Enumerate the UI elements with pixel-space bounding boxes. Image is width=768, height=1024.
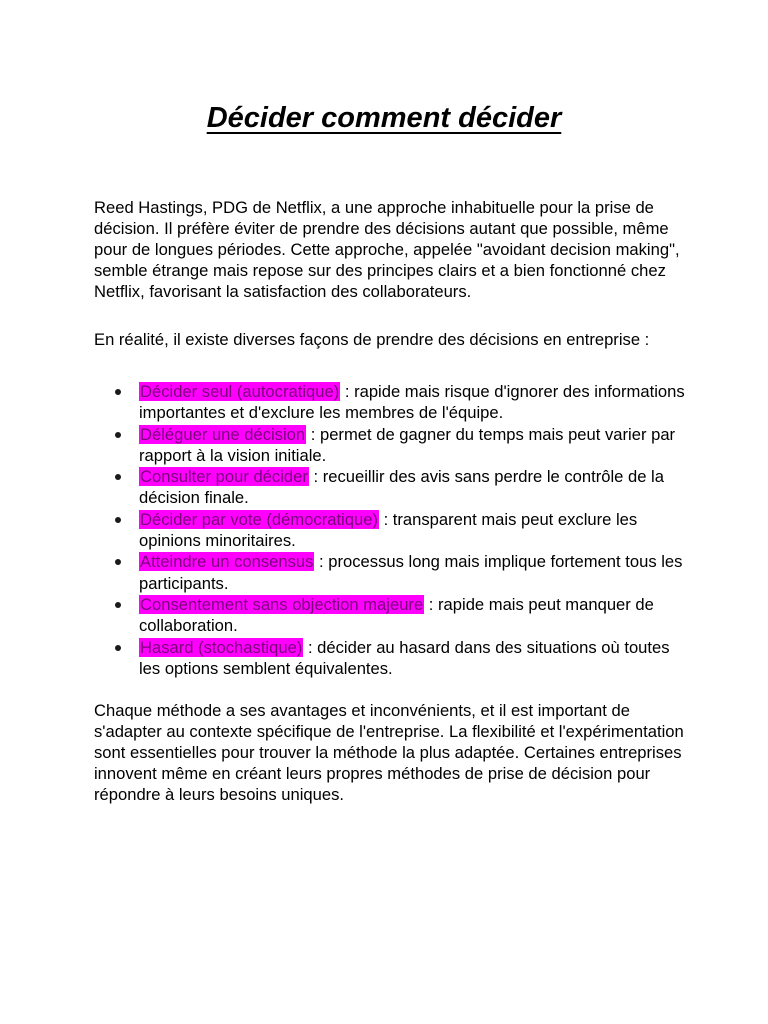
bullet-icon (115, 645, 121, 651)
bullet-icon (115, 389, 121, 395)
method-name-highlight: Hasard (stochastique) (140, 637, 303, 657)
method-name-highlight: Décider par vote (démocratique) (140, 509, 378, 529)
page-title: Décider comment décider (206, 102, 562, 134)
list-item (94, 637, 694, 680)
list-item (94, 551, 694, 594)
list-item (94, 424, 694, 467)
method-description: : rapide mais peut manquer de collaboration. (139, 594, 654, 636)
bullet-icon (115, 432, 121, 438)
method-name-highlight: Déléguer une décision (140, 424, 306, 444)
method-description: : recueillir des avis sans perdre le contrôle de la décision finale. (139, 467, 664, 508)
list-item (94, 594, 694, 637)
list-item (94, 466, 694, 509)
method-name-highlight: Consentement sans objection majeure (140, 594, 424, 614)
bullet-icon (115, 602, 121, 608)
method-description: : rapide mais risque d'ignorer des informations importantes et d'exclure les membres de l'équipe. (139, 382, 685, 423)
conclusion-paragraph: Chaque méthode a ses avantages et inconvénients, et il est important de s'adapter au contexte spécifique de l'entreprise. La flexibilité et l'expérimentation sont essentielles pour trouver la méthode la plus adaptée. Certaines entreprises innovent même en créant leurs propres méthodes de prise de décision pour répondre à leurs besoins uniques. (94, 701, 684, 804)
decision-methods-list (94, 381, 694, 679)
intro-paragraph: Reed Hastings, PDG de Netflix, a une approche inhabituelle pour la prise de décision. Il préfère éviter de prendre des décisions autant que possible, même pour de longues périodes. Cette approche, appelée "avoidant decision making", semble étrange mais repose sur des principes clairs et a bien fonctionné chez Netflix, favorisant la satisfaction des collaborateurs. (94, 198, 680, 301)
bullet-icon (115, 559, 121, 565)
method-name-highlight: Consulter pour décider (140, 467, 308, 487)
bullet-icon (115, 517, 121, 523)
method-name-highlight: Atteindre un consensus (140, 552, 314, 572)
method-description: : permet de gagner du temps mais peut varier par rapport à la vision initiale. (139, 424, 676, 465)
list-item (94, 509, 694, 552)
method-name-highlight: Décider seul (autocratique) (140, 382, 340, 401)
list-item (94, 381, 694, 424)
method-description: : processus long mais implique fortement tous les participants. (139, 552, 683, 593)
method-description: : transparent mais peut exclure les opinions minoritaires. (139, 509, 638, 551)
list-intro-paragraph: En réalité, il existe diverses façons de prendre des décisions en entreprise : (94, 330, 650, 349)
method-description: : décider au hasard dans des situations où toutes les options semblent équivalentes. (139, 637, 670, 678)
bullet-icon (115, 474, 121, 480)
